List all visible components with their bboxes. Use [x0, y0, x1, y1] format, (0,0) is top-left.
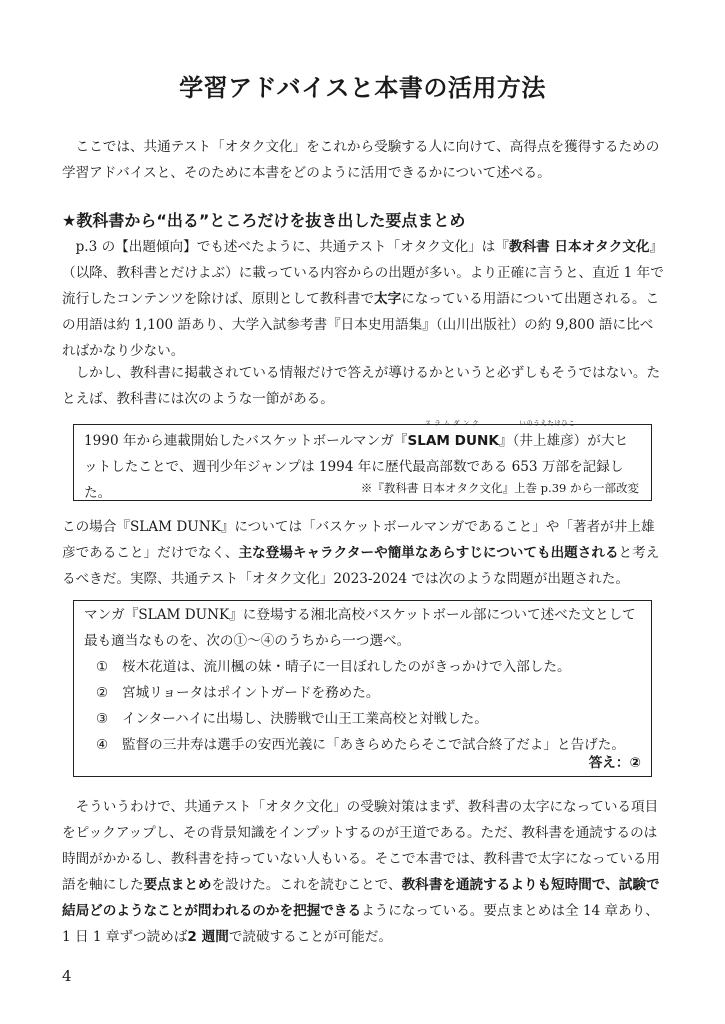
text: 』（ — [498, 433, 520, 449]
choice-text: インターハイに出場し、決勝戦で山王工業高校と対戦した。 — [122, 711, 488, 727]
section-heading: ★教科書から“出る”ところだけを抜き出した要点まとめ — [62, 211, 466, 230]
text: ようになっている。要点まとめは全 14 章あり、1 日 1 章ずつ読めば — [62, 903, 659, 945]
bold-term: 太字 — [373, 291, 402, 307]
paragraph-exam-trends — [62, 234, 666, 364]
source-note: ※『教科書 日本オタク文化』上巻 p.39 から一部改変 — [355, 478, 639, 498]
manga-title — [407, 419, 499, 454]
page-title: 学習アドバイスと本書の活用方法 — [179, 74, 546, 102]
manga-title-text: SLAM DUNK — [407, 433, 499, 449]
choice-1 — [84, 654, 641, 680]
choice-3 — [84, 706, 641, 732]
bold-benefit: 教科書を通読するよりも短時間で、試験で結局どのようなことが問われるのかを把握できる — [62, 877, 660, 919]
textbook-quote-box — [73, 419, 652, 501]
intro-paragraph: ここでは、共通テスト「オタク文化」をこれから受験する人に向けて、高得点を獲得するための学習アドバイスと、そのために本書をどのように活用できるかについて述べる。 — [62, 139, 660, 181]
text: になっている用語について出題される。この用語は約 1,100 語あり、大学入試参考書『日本史用語集』（山川出版社）の約 9,800 語に比べればかなり少ない。 — [62, 291, 660, 359]
author-text: 井上雄彦 — [519, 433, 574, 449]
choice-2 — [84, 680, 641, 706]
text: 』（以降、教科書とだけよぶ）に載っている内容からの出題が多い。より正確に言うと、直近 1 年で流行したコンテンツを除けば、原則として教科書で — [62, 239, 664, 307]
text: で読破することが可能だ。 — [228, 929, 392, 945]
question-prompt: マンガ『SLAM DUNK』に登場する湘北高校バスケットボール部について述べた文として最も適当なものを、次の①～④のうちから一つ選べ。 — [84, 607, 636, 649]
text: p.3 の【出題傾向】でも述べたように、共通テスト「オタク文化」は『 — [75, 239, 509, 255]
page-number: 4 — [62, 967, 72, 985]
text: を設けた。これを読むことで、 — [211, 877, 402, 893]
bold-emphasis: 主な登場キャラクターや簡単なあらすじについても出題される — [238, 545, 619, 561]
exam-question-box — [73, 600, 652, 777]
answer-label: 答え：② — [588, 755, 641, 771]
choice-number: ④ — [96, 737, 109, 753]
text: ）が大ヒットしたことで、週刊少年ジャンプは 1994 年に歴代最高部数である 653 万部を記録した。 — [84, 433, 629, 501]
bold-duration: 2 週間 — [187, 929, 229, 945]
choice-text: 桜木花道は、流川楓の妹・晴子に一目ぼれしたのがきっかけで入部した。 — [122, 659, 571, 675]
text: と考えるべきだ。実際、共通テスト「オタク文化」2023-2024 では次のような問題が出題された。 — [62, 545, 660, 587]
author-name — [519, 419, 576, 454]
bold-summary: 要点まとめ — [143, 877, 212, 893]
author-ruby: いのうえたけひこ — [519, 419, 576, 427]
text: そういうわけで、共通テスト「オタク文化」の受験対策はまず、教科書の太字になっている項目をピックアップし、その背景知識をインプットするのが王道である。ただ、教科書を通読するのは時間がかかるし、教科書を持っていない人もいる。そこで本書では、教科書で太字になっている用語を軸にした — [62, 799, 661, 893]
choice-4 — [84, 732, 641, 758]
paragraph-slam-dunk — [62, 514, 666, 592]
textbook-title: 教科書 日本オタク文化 — [508, 239, 650, 255]
choice-number: ③ — [96, 711, 109, 727]
choice-text: 監督の三井寿は選手の安西光義に「あきらめたらそこで試合終了だよ」と告げた。 — [122, 737, 625, 753]
manga-title-ruby: スラムダンク — [424, 419, 482, 427]
choice-number: ① — [96, 659, 109, 675]
text: 1990 年から連載開始したバスケットボールマンガ『 — [84, 433, 408, 449]
choice-text: 宮城リョータはポイントガードを務めた。 — [122, 685, 380, 701]
text: この場合『SLAM DUNK』については「バスケットボールマンガであること」や「著者が井上雄彦であること」だけでなく、 — [62, 519, 655, 561]
choice-number: ② — [96, 685, 109, 701]
paragraph-study-strategy — [62, 794, 666, 950]
paragraph-however: しかし、教科書に掲載されている情報だけで答えが導けるかというと必ずしもそうではない。たとえば、教科書には次のような一節がある。 — [62, 365, 661, 407]
